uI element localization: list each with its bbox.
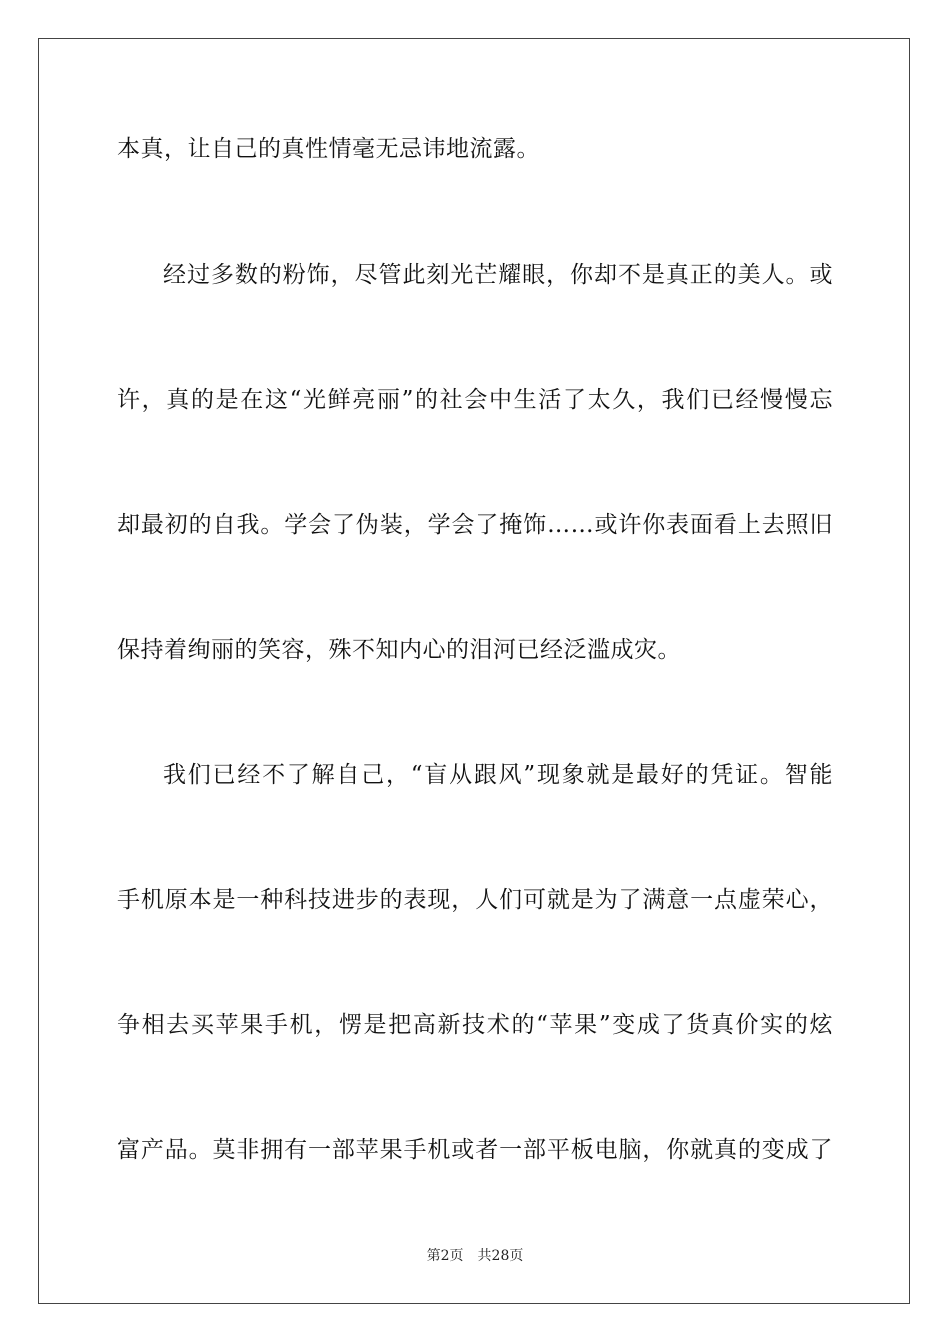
total-pages: 共28页 — [477, 1248, 524, 1264]
page-border — [38, 38, 910, 1304]
page-footer — [0, 1245, 950, 1265]
paragraph-line: 经过多数的粉饰，尽管此刻光芒耀眼，你却不是真正的美人。或 — [163, 262, 833, 288]
paragraph-line: 手机原本是一种科技进步的表现，人们可就是为了满意一点虚荣心， — [117, 887, 833, 913]
paragraph-line: 我们已经不了解自己，“盲从跟风”现象就是最好的凭证。智能 — [163, 762, 833, 788]
paragraph-line: 却最初的自我。学会了伪装，学会了掩饰……或许你表面看上去照旧 — [117, 512, 833, 538]
paragraph-line: 争相去买苹果手机，愣是把高新技术的“苹果”变成了货真价实的炫 — [117, 1012, 833, 1038]
page-number: 第2页 — [426, 1248, 464, 1264]
paragraph-line: 富产品。莫非拥有一部苹果手机或者一部平板电脑，你就真的变成了 — [117, 1137, 833, 1163]
paragraph-line: 许，真的是在这“光鲜亮丽”的社会中生活了太久，我们已经慢慢忘 — [117, 387, 833, 413]
paragraph-line: 本真，让自己的真性情毫无忌讳地流露。 — [117, 136, 540, 162]
paragraph-line: 保持着绚丽的笑容，殊不知内心的泪河已经泛滥成灾。 — [117, 637, 681, 663]
